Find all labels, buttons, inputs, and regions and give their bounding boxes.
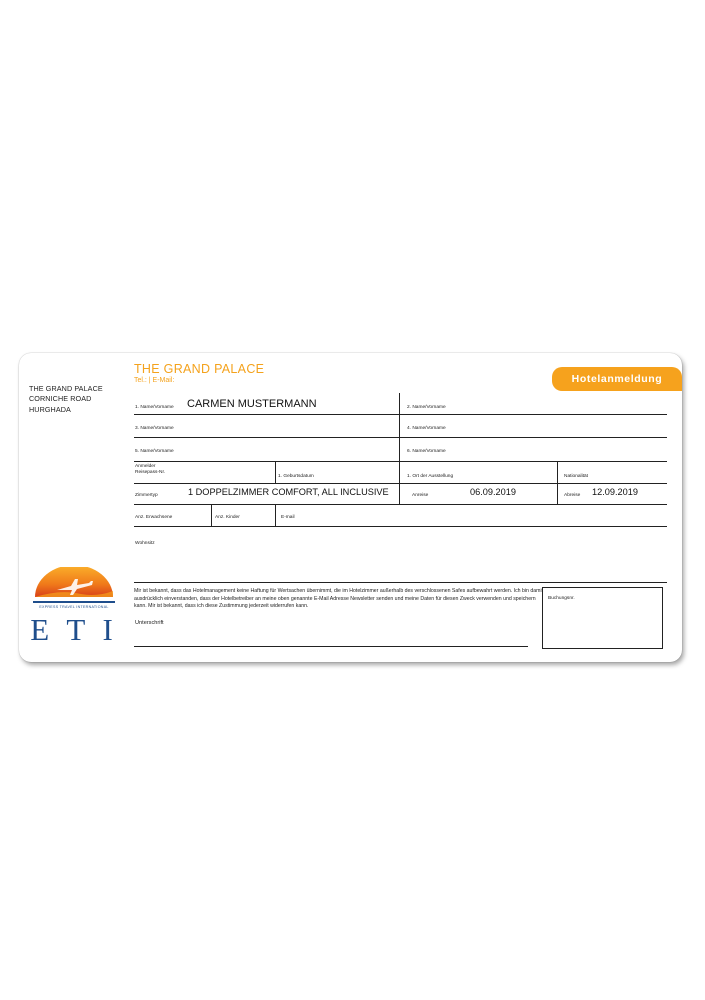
form-title-tab xyxy=(552,367,682,391)
col-line xyxy=(399,483,400,505)
arrival-label: Anreise xyxy=(412,493,429,498)
arrival-value[interactable]: 06.09.2019 xyxy=(470,487,516,497)
signature-label: Unterschrift xyxy=(135,620,164,626)
departure-value[interactable]: 12.09.2019 xyxy=(592,487,638,497)
sender-line-1: THE GRAND PALACE xyxy=(29,384,103,393)
registration-card xyxy=(19,353,682,662)
birth-label: 1. Geburtsdatum xyxy=(278,474,314,479)
booking-label: Buchungsnr. xyxy=(548,596,575,601)
issue-place-label: 1. Ort der Ausstellung xyxy=(407,474,454,479)
logo-letters: E T I xyxy=(31,612,117,647)
children-label: Anz. Kinder xyxy=(215,515,240,520)
col-line xyxy=(399,393,400,483)
room-value[interactable]: 1 DOPPELZIMMER COMFORT, ALL INCLUSIVE xyxy=(188,487,389,497)
passport-label-2: Reisepass-Nr. xyxy=(135,470,166,475)
row-line xyxy=(134,526,667,527)
hotel-name: THE GRAND PALACE xyxy=(134,362,265,376)
passport-label-1: Anmelder xyxy=(135,464,156,469)
sender-line-3: HURGHADA xyxy=(29,404,71,414)
col-line xyxy=(275,504,276,526)
row-line xyxy=(134,483,667,484)
name1-value[interactable]: CARMEN MUSTERMANN xyxy=(187,398,317,410)
row-line xyxy=(134,504,667,505)
eti-logo-graphic xyxy=(31,567,117,647)
logo-divider xyxy=(33,601,115,603)
sender-address xyxy=(29,384,103,415)
row-line xyxy=(134,414,667,415)
name2-label: 2. Name/Vorname xyxy=(407,405,446,410)
room-label: Zimmertyp xyxy=(135,493,158,498)
name5-label: 5. Name/Vorname xyxy=(135,449,174,454)
nationality-label: Nationalität xyxy=(564,474,588,479)
email-label: E-mail xyxy=(281,515,295,520)
booking-number-box[interactable] xyxy=(542,587,663,649)
name1-label: 1. Name/Vorname xyxy=(135,405,174,410)
row-line xyxy=(134,437,667,438)
name4-label: 4. Name/Vorname xyxy=(407,426,446,431)
residence-label: Wohnsitz xyxy=(135,541,155,546)
row-line xyxy=(134,461,667,462)
signature-line[interactable] xyxy=(134,646,528,647)
liability-disclaimer: Mir ist bekannt, dass das Hotelmanagement keine Haftung für Wertsachen übernimmt, die im Hotelzimmer außerhalb des verschlossenen Safes aufbewahrt werden. Ich bin damit ausdrücklich einverstanden, dass der Hotelbetreiber an meine oben genannte E-Mail Adresse Newsletter senden und meine Daten für diesen Zweck verwenden und speichern kann. Mir ist bekannt, dass ich diese Zustimmung jederzeit widerrufen kann. xyxy=(134,588,544,610)
name3-label: 3. Name/Vorname xyxy=(135,426,174,431)
logo-tagline: EXPRESS TRAVEL INTERNATIONAL xyxy=(39,605,109,609)
name6-label: 6. Name/Vorname xyxy=(407,449,446,454)
col-line xyxy=(275,461,276,483)
departure-label: Abreise xyxy=(564,493,581,498)
form-title: Hotelanmeldung xyxy=(571,373,663,385)
eti-logo xyxy=(31,567,117,647)
adults-label: Anz. Erwachsene xyxy=(135,515,173,520)
col-line xyxy=(211,504,212,526)
hotel-contact: Tel.: | E-Mail: xyxy=(134,377,175,384)
row-line xyxy=(134,582,667,583)
sender-line-2: CORNICHE ROAD xyxy=(29,394,92,404)
col-line xyxy=(557,461,558,505)
